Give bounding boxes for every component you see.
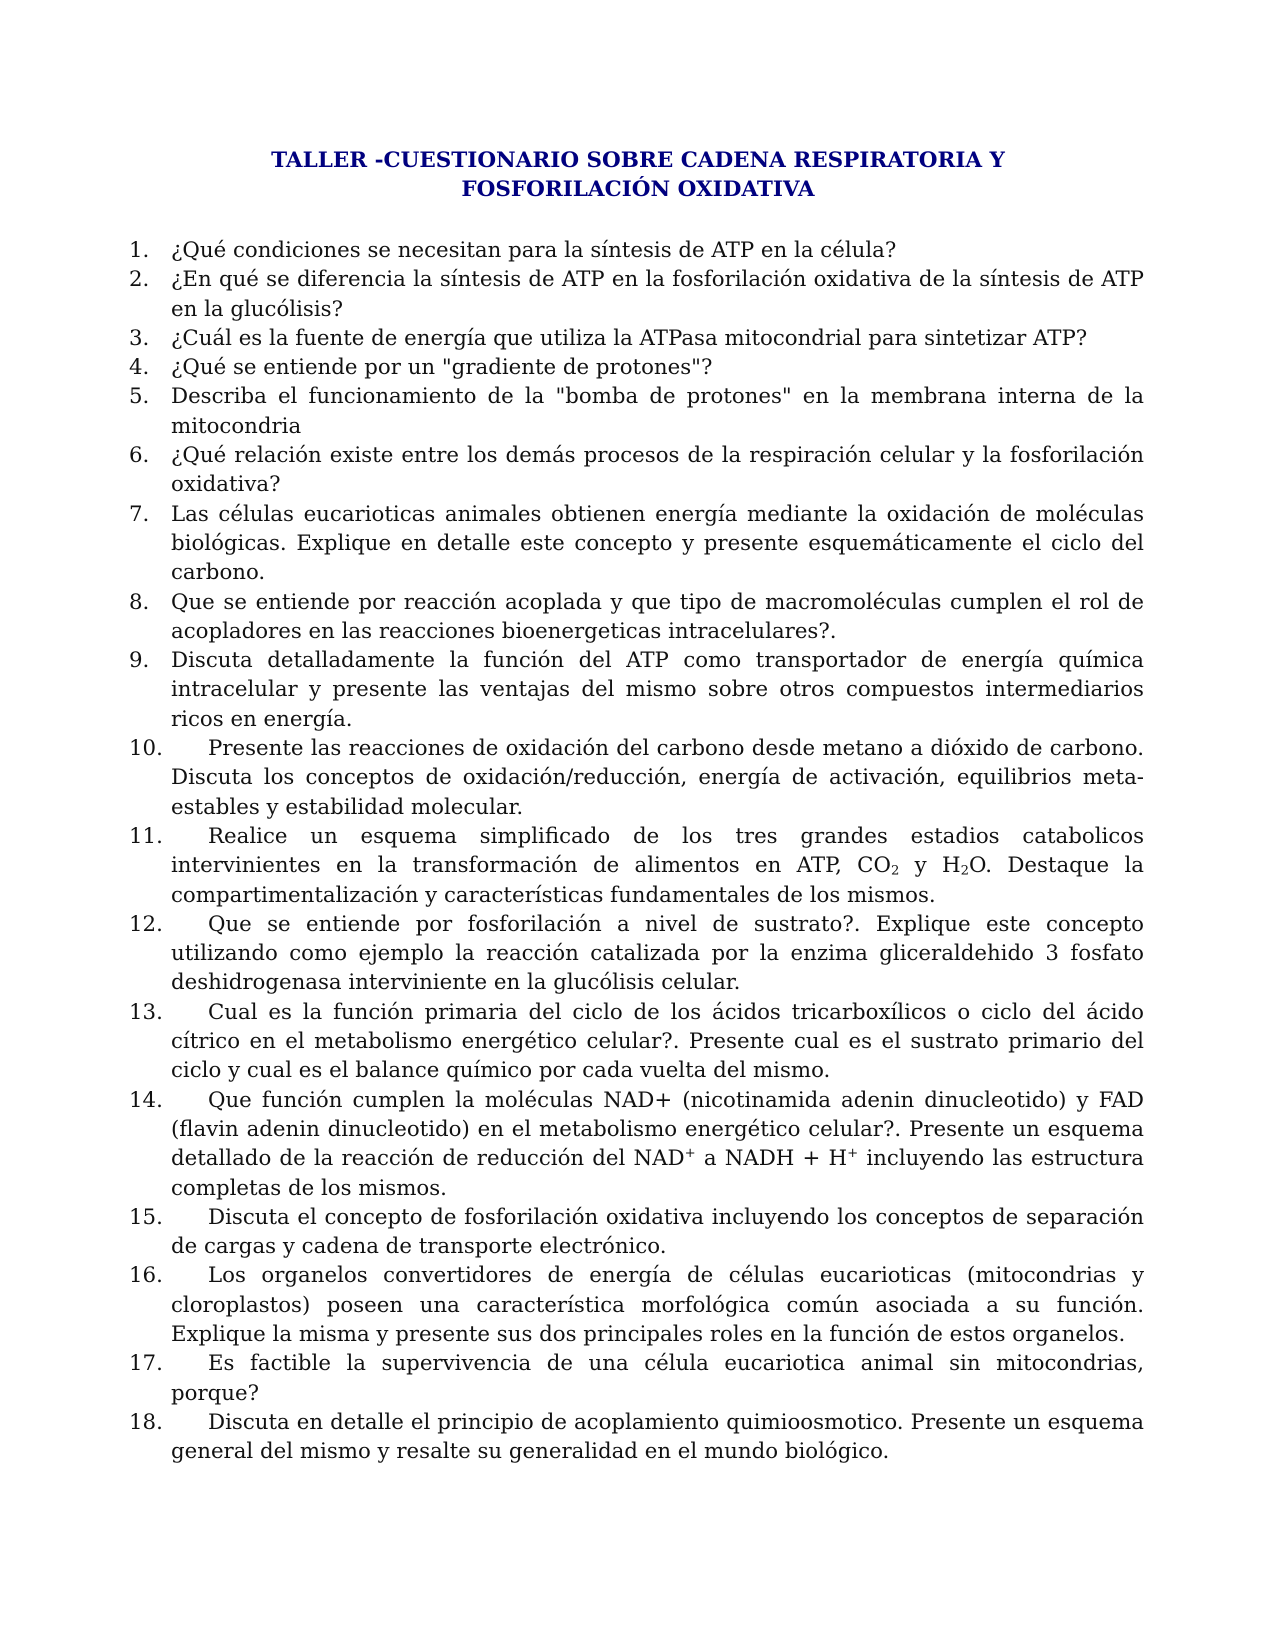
question-text: ¿Qué se entiende por un "gradiente de protones"? (171, 355, 713, 381)
question-number: 11. (129, 823, 163, 849)
question-item-4 (129, 353, 1144, 382)
question-number: 9. (129, 648, 150, 674)
question-number: 4. (129, 355, 150, 381)
question-text (171, 1086, 1144, 1203)
question-text (171, 822, 1144, 910)
question-item-8 (129, 588, 1144, 647)
question-text: Que se entiende por reacción acoplada y que tipo de macromoléculas cumplen el rol de acopladores en las reacciones bioenergeticas intracelulares?. (171, 589, 1144, 644)
question-item-15 (129, 1203, 1144, 1262)
question-text-part: a NADH + H (695, 1146, 848, 1172)
question-number: 12. (129, 911, 163, 937)
question-item-18 (129, 1408, 1144, 1467)
question-number: 6. (129, 443, 150, 469)
question-text-part: incluyendo las estructura completas de los mismos. (171, 1146, 1145, 1201)
question-text: Discuta detalladamente la función del ATP como transportador de energía química intracelular y presente las ventajas del mismo sobre otros compuestos intermediarios ricos en energía. (171, 648, 1144, 732)
question-item-5 (129, 382, 1144, 441)
question-text: Describa el funcionamiento de la "bomba de protones" en la membrana interna de la mitocondria (171, 384, 1144, 439)
question-list (129, 236, 1144, 1466)
question-item-2 (129, 265, 1144, 324)
document-title (160, 146, 1116, 204)
question-text: ¿Qué condiciones se necesitan para la síntesis de ATP en la célula? (171, 238, 897, 263)
question-item-16 (129, 1261, 1144, 1349)
question-number: 8. (129, 589, 150, 615)
question-text-part: y H (899, 853, 961, 879)
question-item-7 (129, 500, 1144, 588)
question-number: 17. (129, 1351, 163, 1377)
question-text: ¿Cuál es la fuente de energía que utiliza la ATPasa mitocondrial para sintetizar ATP? (171, 325, 1088, 351)
question-number: 15. (129, 1204, 163, 1230)
question-item-12 (129, 910, 1144, 998)
question-text-part: Realice un esquema simplificado de los tres grandes estadios catabolicos intervinientes en la transformación de alimentos en ATP, CO (171, 823, 1144, 879)
question-text: Los organelos convertidores de energía de células eucarioticas (mitocondrias y cloroplastos) poseen una característica morfológica común asociada a su función. Explique la misma y presente sus dos principales roles en la función de estos organelos. (171, 1263, 1144, 1347)
question-text: Es factible la supervivencia de una célula eucariotica animal sin mitocondrias, porque? (171, 1351, 1144, 1406)
question-text-part: Que función cumplen la moléculas NAD+ (nicotinamida adenin dinucleotido) y FAD (flavin adenin dinucleotido) en el metabolismo energético celular?. Presente un esquema detallado de la reacción de reducción del NAD (171, 1087, 1144, 1172)
superscript: + (847, 1146, 859, 1162)
question-item-10 (129, 734, 1144, 822)
question-item-9 (129, 646, 1144, 734)
question-text: ¿Qué relación existe entre los demás procesos de la respiración celular y la fosforilación oxidativa? (171, 443, 1144, 498)
title-line-1: TALLER -CUESTIONARIO SOBRE CADENA RESPIRATORIA Y (271, 148, 1005, 173)
question-item-6 (129, 441, 1144, 500)
question-number: 18. (129, 1409, 163, 1435)
question-number: 14. (129, 1087, 163, 1113)
question-text: Que se entiende por fosforilación a nivel de sustrato?. Explique este concepto utilizando como ejemplo la reacción catalizada por la enzima gliceraldehido 3 fosfato deshidrogenasa interviniente en la glucólisis celular. (171, 911, 1144, 996)
question-item-14 (129, 1086, 1144, 1203)
question-text: Cual es la función primaria del ciclo de los ácidos tricarboxílicos o ciclo del ácido cítrico en el metabolismo energético celular?. Presente cual es el sustrato primario del ciclo y cual es el balance químico por cada vuelta del mismo. (171, 999, 1144, 1084)
title-line-2: FOSFORILACIÓN OXIDATIVA (461, 177, 815, 202)
question-number: 2. (129, 267, 150, 293)
question-number: 16. (129, 1263, 163, 1289)
question-item-13 (129, 998, 1144, 1086)
question-item-1 (129, 236, 1144, 265)
question-text-part: O. Destaque la compartimentalización y características fundamentales de los mismos. (171, 853, 1144, 908)
question-text: Presente las reacciones de oxidación del carbono desde metano a dióxido de carbono. Discuta los conceptos de oxidación/reducción, energía de activación, equilibrios meta-estables y estabilidad molecular. (171, 736, 1144, 820)
question-number: 7. (129, 501, 150, 527)
question-text: Discuta en detalle el principio de acoplamiento quimioosmotico. Presente un esquema general del mismo y resalte su generalidad en el mundo biológico. (171, 1409, 1144, 1465)
subscript: 2 (890, 863, 900, 879)
question-number: 10. (129, 736, 163, 762)
question-number: 13. (129, 999, 163, 1025)
question-number: 5. (129, 384, 150, 410)
question-text: ¿En qué se diferencia la síntesis de ATP en la fosforilación oxidativa de la síntesis de ATP en la glucólisis? (171, 267, 1144, 322)
question-text: Discuta el concepto de fosforilación oxidativa incluyendo los conceptos de separación de cargas y cadena de transporte electrónico. (171, 1204, 1144, 1260)
question-number: 3. (129, 325, 150, 351)
question-item-11 (129, 822, 1144, 910)
question-number: 1. (129, 238, 150, 263)
question-text: Las células eucarioticas animales obtienen energía mediante la oxidación de moléculas biológicas. Explique en detalle este concepto y presente esquemáticamente el ciclo del carbono. (171, 501, 1144, 586)
question-item-3 (129, 324, 1144, 353)
subscript: 2 (960, 863, 969, 879)
question-item-17 (129, 1349, 1144, 1408)
superscript: + (684, 1146, 696, 1162)
